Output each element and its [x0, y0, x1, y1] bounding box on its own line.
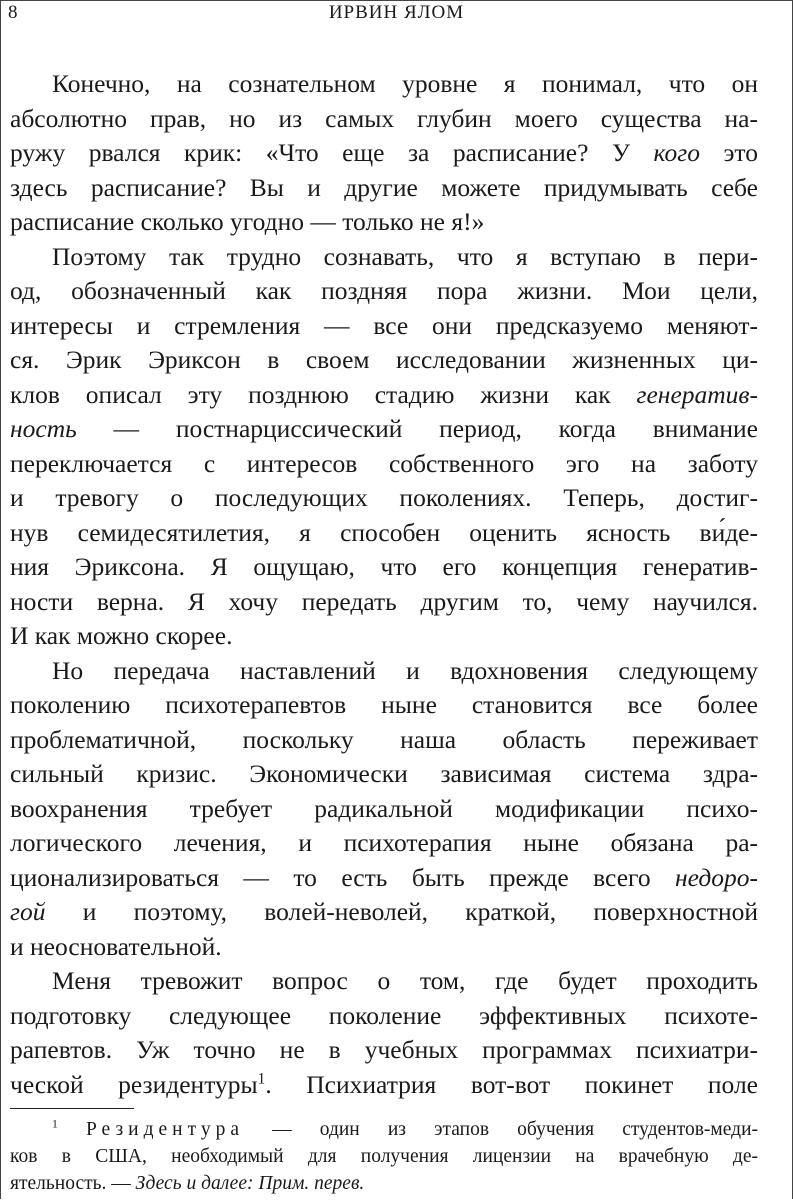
text-line: И как можно скорее. [10, 621, 233, 650]
text-run: — один из этапов обучения студентов-меди- [244, 1119, 759, 1140]
footnote-marker: 1 [257, 1070, 266, 1087]
text-line: расписание сколько угодно — только не я!» [10, 207, 485, 236]
text-line: рапевтов. Уж точно не в учебных программах психиатри- [10, 1035, 758, 1064]
italic-text: Здесь и далее: Прим. перев. [135, 1173, 365, 1194]
text-run: Резидентура [85, 1119, 245, 1140]
italic-text: гой [10, 897, 46, 926]
text-run: ческой резидентуры [10, 1069, 258, 1099]
text-line: интересы и стремления — все они предсказуемо меняют- [10, 310, 758, 340]
text-line: сильный кризис. Экономически зависимая система здра- [10, 759, 758, 788]
text-line: абсолютно прав, но из самых глубин моего существа на- [10, 103, 758, 133]
text-line: воохранения требует радикальной модификации психо- [10, 793, 758, 823]
text-line: ся. Эрик Эриксон в своем исследовании жизненных ци- [10, 345, 758, 374]
text-run: ков в США, необходимый для получения лицензии на врачебную де- [10, 1146, 758, 1167]
italic-text: кого [653, 138, 700, 167]
text-line: нув семидесятилетия, я способен оценить ясность ви́де- [10, 517, 758, 547]
text-line: и тревогу о последующих поколениях. Теперь, достиг- [10, 483, 758, 512]
text-line [10, 861, 758, 896]
text-line: подготовку следующее поколение эффективных психоте- [10, 1000, 758, 1030]
text-line: переключается с интересов собственного эго на заботу [10, 448, 758, 478]
text-line [10, 895, 758, 930]
text-line: Конечно, на сознательном уровне я понимал, что он [52, 69, 758, 98]
text-line: логического лечения, и психотерапия ныне обязана ра- [10, 828, 758, 857]
text-line: ния Эриксона. Я ощущаю, что его концепция генератив- [10, 552, 758, 581]
italic-text: ность [10, 414, 77, 443]
text-line: Меня тревожит вопрос о том, где будет проходить [52, 966, 758, 995]
text-run: это [699, 138, 758, 167]
page-header [0, 2, 793, 26]
text-run [58, 1119, 86, 1140]
footnote-line [10, 1170, 758, 1197]
text-line: проблематичной, поскольку наша область переживает [10, 724, 758, 754]
footnote-line [10, 1116, 758, 1143]
footnote-marker: 1 [52, 1117, 58, 1131]
text-run: и поэтому, волей-неволей, краткой, поверхностной [45, 897, 758, 926]
italic-text: недоро- [675, 862, 758, 892]
footnote-line [10, 1143, 758, 1170]
text-line: од, обозначенный как поздняя пора жизни. Мои цели, [10, 276, 758, 305]
text-line [10, 412, 758, 447]
text-run: ятельность. — [10, 1173, 136, 1194]
text-line: и неосновательной. [10, 931, 222, 961]
running-head: ИРВИН ЯЛОМ [328, 2, 465, 23]
text-line [10, 1068, 758, 1103]
text-run: ционализироваться — то есть быть прежде всего [10, 862, 676, 892]
text-line: Поэтому так трудно сознавать, что я вступаю в пери- [52, 241, 758, 271]
text-line [10, 378, 758, 413]
text-line: здесь расписание? Вы и другие можете придумывать себе [10, 172, 758, 202]
text-run: клов описал эту позднюю стадию жизни как [10, 379, 637, 409]
text-run: ружу рвался крик: «Что еще за расписание? У [10, 138, 654, 167]
text-run: — постнарциссический период, когда внимание [76, 414, 758, 443]
text-run: . Психиатрия вот-вот покинет поле [265, 1069, 758, 1099]
footnote [10, 1116, 758, 1197]
text-line [10, 136, 758, 171]
text-line: поколению психотерапевтов ныне становится все более [10, 690, 758, 719]
italic-text: генератив- [636, 379, 758, 409]
body-text [10, 67, 758, 1102]
footnote-rule [10, 1108, 134, 1109]
text-line: Но передача наставлений и вдохновения следующему [52, 655, 758, 685]
page-number: 8 [8, 2, 18, 23]
text-line: ности верна. Я хочу передать другим то, чему научился. [10, 586, 758, 616]
